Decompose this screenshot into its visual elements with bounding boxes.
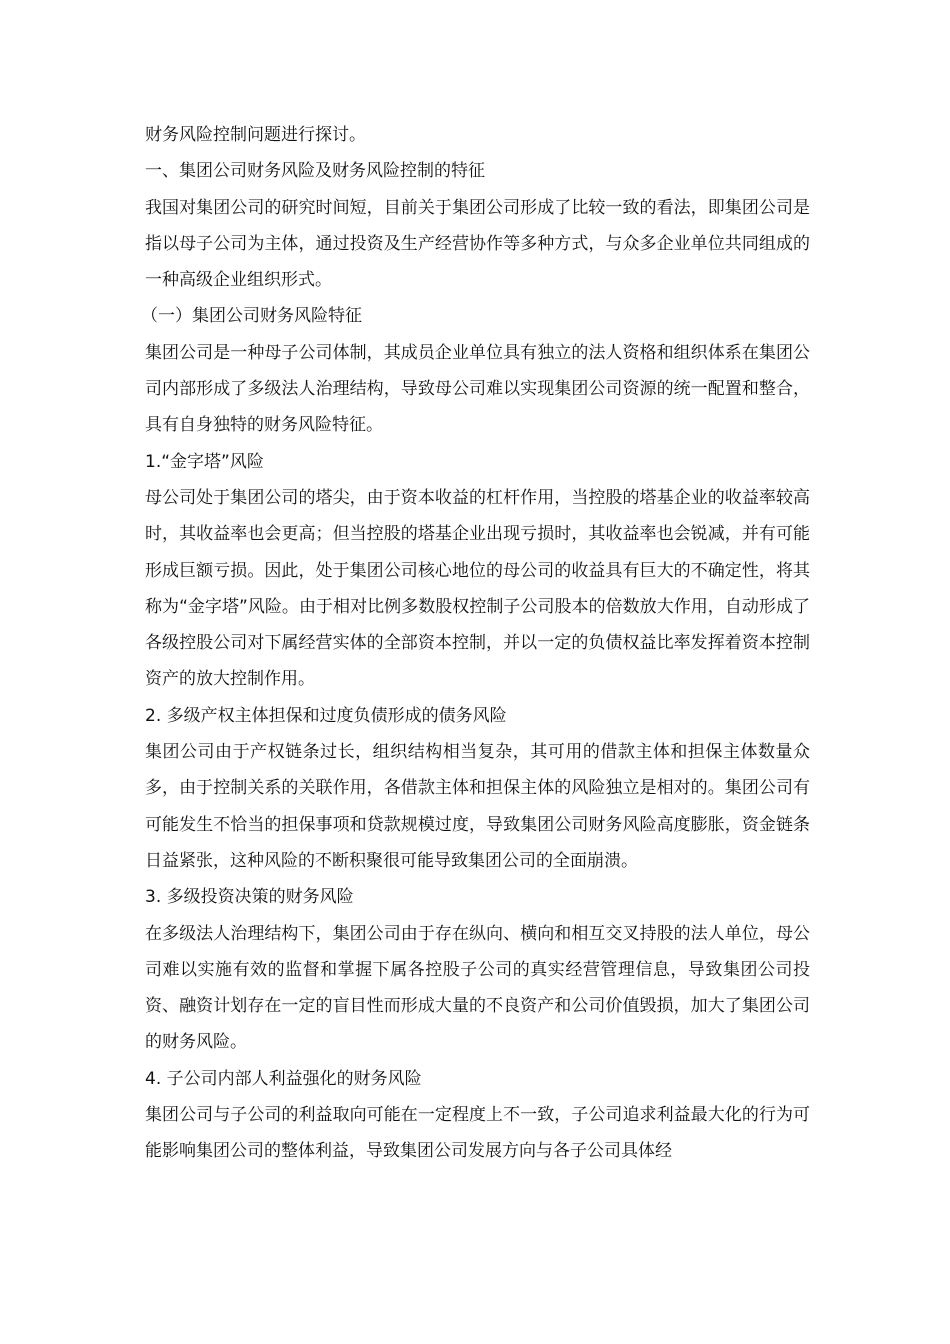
numbered-heading: 3. 多级投资决策的财务风险 <box>145 887 354 908</box>
body-paragraph: 我国对集团公司的研究时间短，目前关于集团公司形成了比较一致的看法，即集团公司是指以母子公司为主体，通过投资及生产经营协作等多种方式，与众多企业单位共同组成的一种高级企业组织形式。 <box>145 197 810 291</box>
body-paragraph: 集团公司由于产权链条过长，组织结构相当复杂，其可用的借款主体和担保主体数量众多，由于控制关系的关联作用，各借款主体和担保主体的风险独立是相对的。集团公司有可能发生不恰当的担保事项和贷款规模过度，导致集团公司财务风险高度膨胀，资金链条日益紧张，这种风险的不断积聚很可能导致集团公司的全面崩溃。 <box>145 742 810 871</box>
document-page <box>141 117 810 1170</box>
numbered-heading: 4. 子公司内部人利益强化的财务风险 <box>145 1068 422 1089</box>
body-paragraph: 在多级法人治理结构下，集团公司由于存在纵向、横向和相互交叉持股的法人单位，母公司难以实施有效的监督和掌握下属各控股子公司的真实经营管理信息，导致集团公司投资、融资计划存在一定的盲目性而形成大量的不良资产和公司价值毁损，加大了集团公司的财务风险。 <box>145 923 810 1053</box>
body-paragraph: 集团公司与子公司的利益取向可能在一定程度上不一致，子公司追求利益最大化的行为可能影响集团公司的整体利益，导致集团公司发展方向与各子公司具体经 <box>145 1105 810 1162</box>
numbered-heading: 1.“金字塔”风险 <box>145 451 264 472</box>
body-paragraph: 财务风险控制问题进行探讨。 <box>145 125 366 145</box>
section-heading: 一、集团公司财务风险及财务风险控制的特征 <box>145 161 485 182</box>
body-paragraph: 母公司处于集团公司的塔尖，由于资本收益的杠杆作用，当控股的塔基企业的收益率较高时，其收益率也会更高；但当控股的塔基企业出现亏损时，其收益率也会锐减，并有可能形成巨额亏损。因此，处于集团公司核心地位的母公司的收益具有巨大的不确定性，将其称为“金字塔”风险。由于相对比例多数股权控制子公司股本的倍数放大作用，自动形成了各级控股公司对下属经营实体的全部资本控制，并以一定的负债权益比率发挥着资本控制资产的放大控制作用。 <box>145 487 810 690</box>
body-paragraph: 集团公司是一种母子公司体制，其成员企业单位具有独立的法人资格和组织体系在集团公司内部形成了多级法人治理结构，导致母公司难以实现集团公司资源的统一配置和整合，具有自身独特的财务风险特征。 <box>145 342 810 436</box>
subsection-heading: （一）集团公司财务风险特征 <box>141 306 362 327</box>
numbered-heading: 2. 多级产权主体担保和过度负债形成的债务风险 <box>145 705 507 726</box>
